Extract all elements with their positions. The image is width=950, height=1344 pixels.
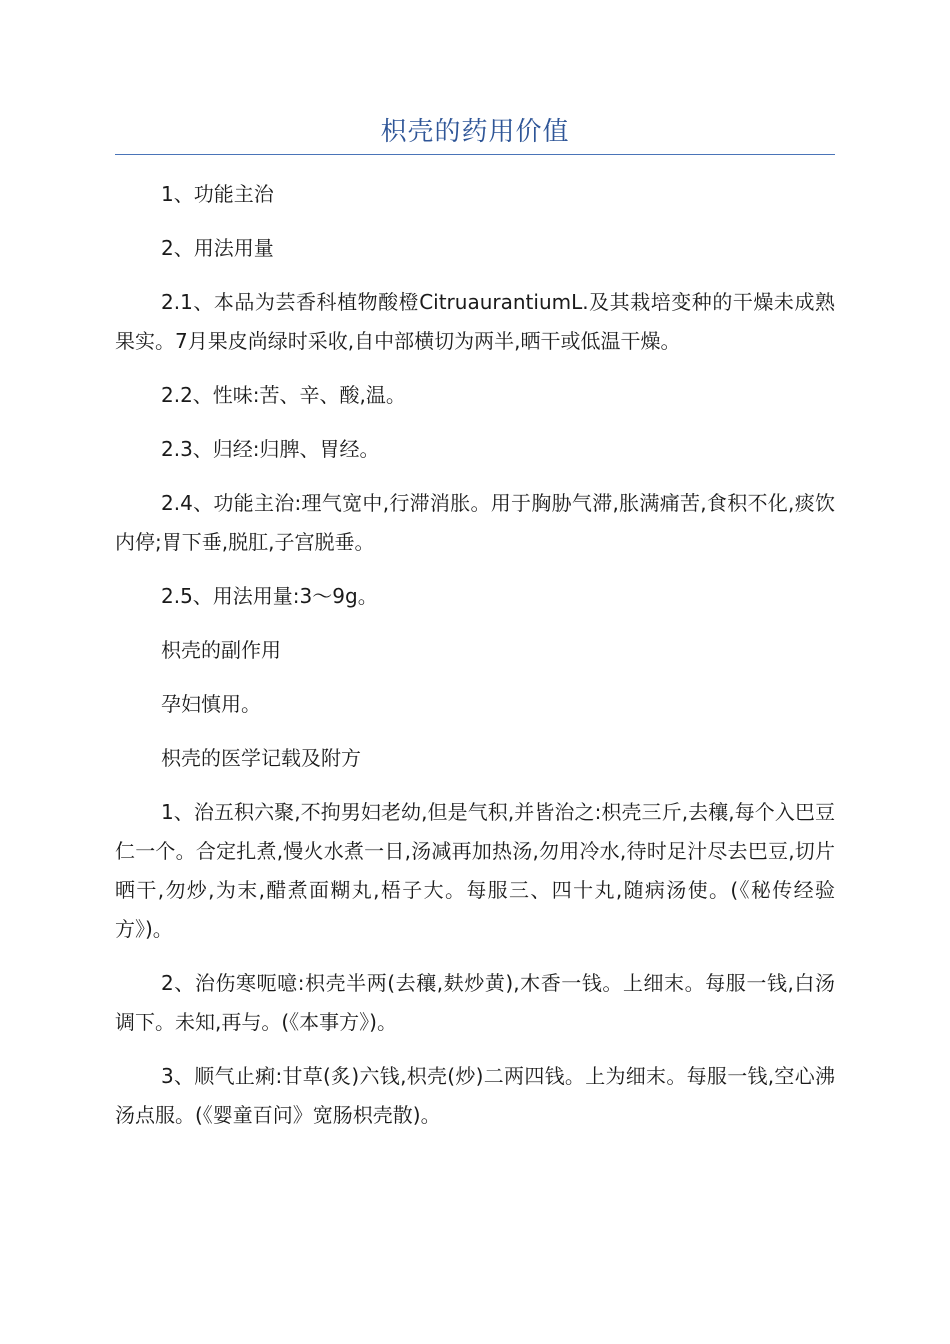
paragraph-3: 2.1、本品为芸香科植物酸橙CitruaurantiumL.及其栽培变种的干燥未成熟果实。7月果皮尚绿时采收,自中部横切为两半,晒干或低温干燥。 <box>115 290 835 353</box>
paragraph-1: 1、功能主治 <box>161 182 274 206</box>
paragraph-11: 1、治五积六聚,不拘男妇老幼,但是气积,并皆治之:枳壳三斤,去穰,每个入巴豆仁一个。合定扎煮,慢火水煮一日,汤减再加热汤,勿用冷水,待时足汁尽去巴豆,切片晒干,勿炒,为末,醋煮面糊丸,梧子大。每服三、四十丸,随病汤使。(《秘传经验方》)。 <box>115 800 835 941</box>
document-title: 枳壳的药用价值 <box>380 117 570 147</box>
paragraph-5: 2.3、归经:归脾、胃经。 <box>161 437 380 461</box>
paragraph-13: 3、顺气止痢:甘草(炙)六钱,枳壳(炒)二两四钱。上为细末。每服一钱,空心沸汤点服。(《婴童百问》宽肠枳壳散)。 <box>115 1064 835 1127</box>
paragraph-2: 2、用法用量 <box>161 236 274 260</box>
paragraph-7: 2.5、用法用量:3～9g。 <box>161 584 378 608</box>
section-heading-side-effects: 枳壳的副作用 <box>161 638 281 662</box>
section-heading-records: 枳壳的医学记载及附方 <box>161 746 361 770</box>
paragraph-4: 2.2、性味:苦、辛、酸,温。 <box>161 383 406 407</box>
paragraph-6: 2.4、功能主治:理气宽中,行滞消胀。用于胸胁气滞,胀满痛苦,食积不化,痰饮内停;胃下垂,脱肛,子宫脱垂。 <box>115 491 835 554</box>
paragraph-12: 2、治伤寒呃噫:枳壳半两(去穰,麸炒黄),木香一钱。上细末。每服一钱,白汤调下。未知,再与。(《本事方》)。 <box>115 971 835 1034</box>
paragraph-9: 孕妇慎用。 <box>161 692 261 716</box>
document-body <box>115 175 835 1135</box>
title-underline <box>115 154 835 155</box>
